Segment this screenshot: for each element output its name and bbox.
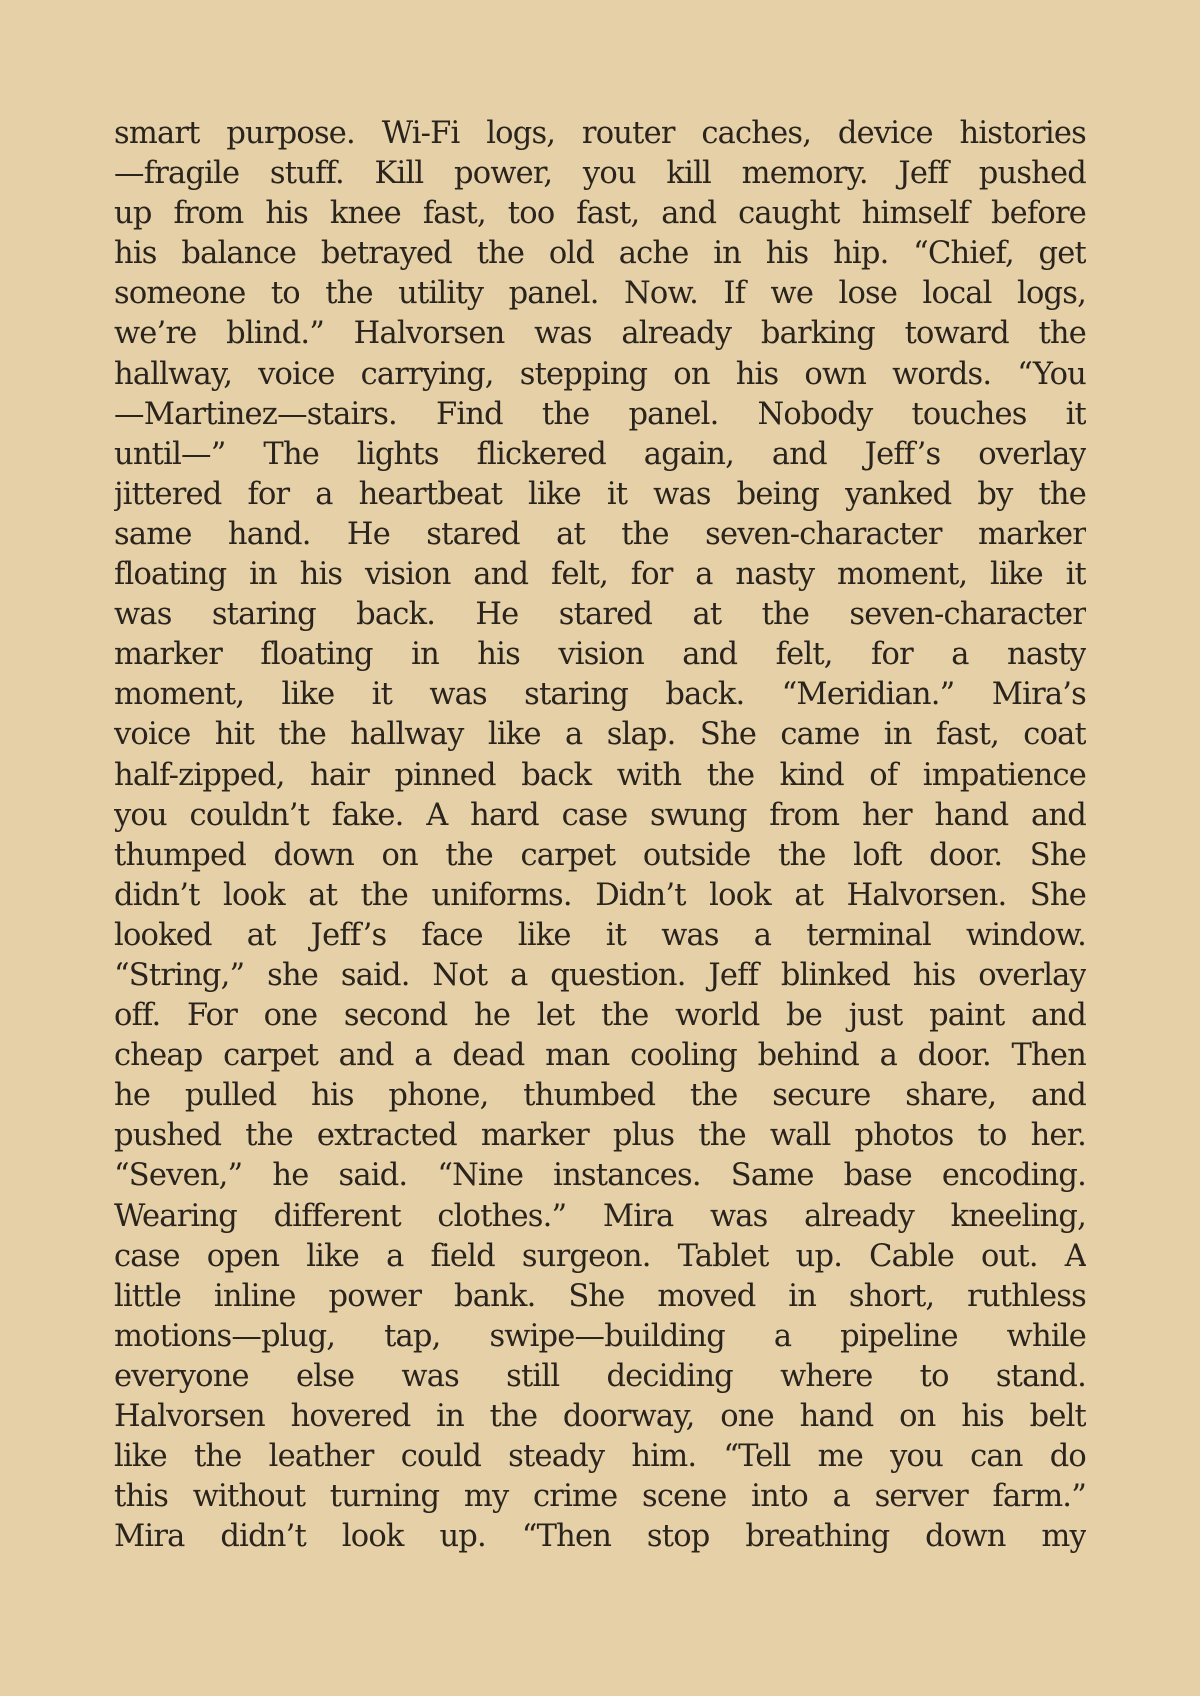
text-line: looked at Jeff’s face like it was a terminal window. bbox=[114, 917, 1086, 953]
text-line: “Seven,” he said. “Nine instances. Same base encoding. bbox=[114, 1158, 1086, 1194]
text-line: —Martinez—stairs. Find the panel. Nobody touches it bbox=[114, 396, 1086, 432]
text-line: jittered for a heartbeat like it was being yanked by the bbox=[114, 476, 1086, 512]
text-line: his balance betrayed the old ache in his hip. “Chief, get bbox=[114, 236, 1086, 272]
text-line: this without turning my crime scene into a server farm.” bbox=[114, 1479, 1086, 1515]
text-line: hallway, voice carrying, stepping on his own words. “You bbox=[114, 356, 1086, 392]
text-line: “String,” she said. Not a question. Jeff blinked his overlay bbox=[114, 957, 1086, 993]
text-line: marker floating in his vision and felt, for a nasty bbox=[114, 637, 1086, 673]
text-line: —fragile stuff. Kill power, you kill memory. Jeff pushed bbox=[114, 156, 1086, 192]
text-line: half-zipped, hair pinned back with the kind of impatience bbox=[114, 757, 1086, 793]
text-line: motions—plug, tap, swipe—building a pipeline while bbox=[114, 1318, 1086, 1354]
text-line: until—” The lights flickered again, and Jeff’s overlay bbox=[114, 436, 1086, 472]
text-line: smart purpose. Wi-Fi logs, router caches, device histories bbox=[114, 116, 1086, 151]
text-line: floating in his vision and felt, for a nasty moment, like it bbox=[114, 557, 1086, 593]
text-line: voice hit the hallway like a slap. She came in fast, coat bbox=[114, 717, 1086, 753]
text-line: case open like a field surgeon. Tablet up. Cable out. A bbox=[114, 1238, 1086, 1274]
text-line: thumped down on the carpet outside the loft door. She bbox=[114, 837, 1086, 873]
text-line: cheap carpet and a dead man cooling behind a door. Then bbox=[114, 1038, 1086, 1074]
text-line: off. For one second he let the world be just paint and bbox=[114, 998, 1086, 1034]
text-line: was staring back. He stared at the seven-character bbox=[114, 597, 1086, 633]
text-line: pushed the extracted marker plus the wall photos to her. bbox=[114, 1118, 1086, 1154]
text-line: someone to the utility panel. Now. If we lose local logs, bbox=[114, 276, 1086, 312]
text-line: same hand. He stared at the seven-character marker bbox=[114, 516, 1086, 552]
book-page-text bbox=[114, 114, 1086, 1557]
text-line: you couldn’t fake. A hard case swung from her hand and bbox=[114, 797, 1086, 833]
text-line: little inline power bank. She moved in short, ruthless bbox=[114, 1278, 1086, 1314]
text-line: Mira didn’t look up. “Then stop breathing down my bbox=[114, 1519, 1086, 1555]
text-line: Wearing different clothes.” Mira was already kneeling, bbox=[114, 1198, 1086, 1234]
text-line: everyone else was still deciding where to stand. bbox=[114, 1358, 1086, 1394]
text-line: he pulled his phone, thumbed the secure share, and bbox=[114, 1078, 1086, 1114]
text-line: moment, like it was staring back. “Meridian.” Mira’s bbox=[114, 677, 1086, 713]
text-line: we’re blind.” Halvorsen was already barking toward the bbox=[114, 316, 1086, 352]
text-line: Halvorsen hovered in the doorway, one hand on his belt bbox=[114, 1399, 1086, 1434]
text-line: up from his knee fast, too fast, and caught himself before bbox=[114, 196, 1086, 232]
text-line: like the leather could steady him. “Tell me you can do bbox=[114, 1439, 1086, 1475]
text-line: didn’t look at the uniforms. Didn’t look at Halvorsen. She bbox=[114, 877, 1086, 913]
